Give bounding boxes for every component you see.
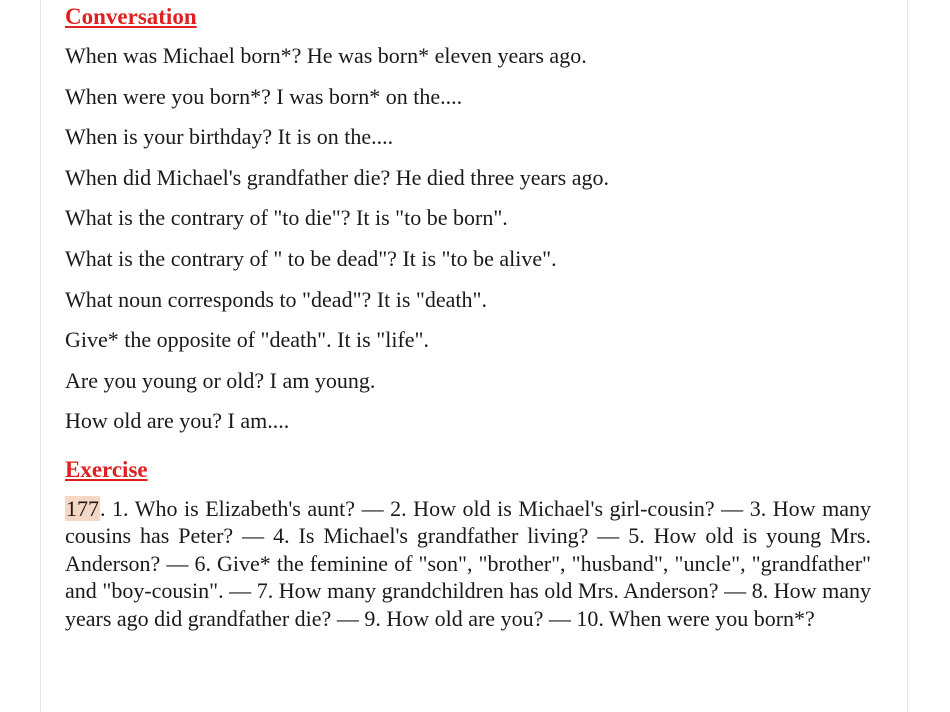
conversation-line: What noun corresponds to "dead"? It is "death". [65,286,488,312]
exercise-paragraph [65,495,871,632]
conversation-line: What is the contrary of "to die"? It is "to be born". [65,205,508,231]
conversation-line: Give* the opposite of "death". It is "life". [65,327,430,353]
conversation-line: When were you born*? I was born* on the.... [65,83,463,109]
conversation-line: When is your birthday? It is on the.... [65,124,394,150]
conversation-line: When was Michael born*? He was born* eleven years ago. [65,43,587,68]
document-page [40,0,908,712]
conversation-line: Are you young or old? I am young. [65,367,376,393]
conversation-line: How old are you? I am.... [65,408,290,434]
exercise-heading: Exercise [65,456,148,482]
exercise-number: 177 [66,495,99,521]
conversation-line: What is the contrary of " to be dead"? It is "to be alive". [65,245,557,271]
conversation-heading: Conversation [65,4,197,29]
document-content [65,2,873,654]
exercise-questions: . 1. Who is Elizabeth's aunt? — 2. How old is Michael's girl-cousin? — 3. How many cousins has Peter? — 4. Is Michael's grandfather living? — 5. How old is young Mrs. Anderson? — 6. Give* the feminine of "son", "brother", "husband", "uncle", "grandfather" and "boy-cousin". — 7. How many grandchildren has old Mrs. Anderson? — 8. How many years ago did grandfather die? — 9. How old are you? — 10. When were you born*? [65,495,871,631]
conversation-line: When did Michael's grandfather die? He died three years ago. [65,164,609,190]
conversation-list [65,36,873,442]
